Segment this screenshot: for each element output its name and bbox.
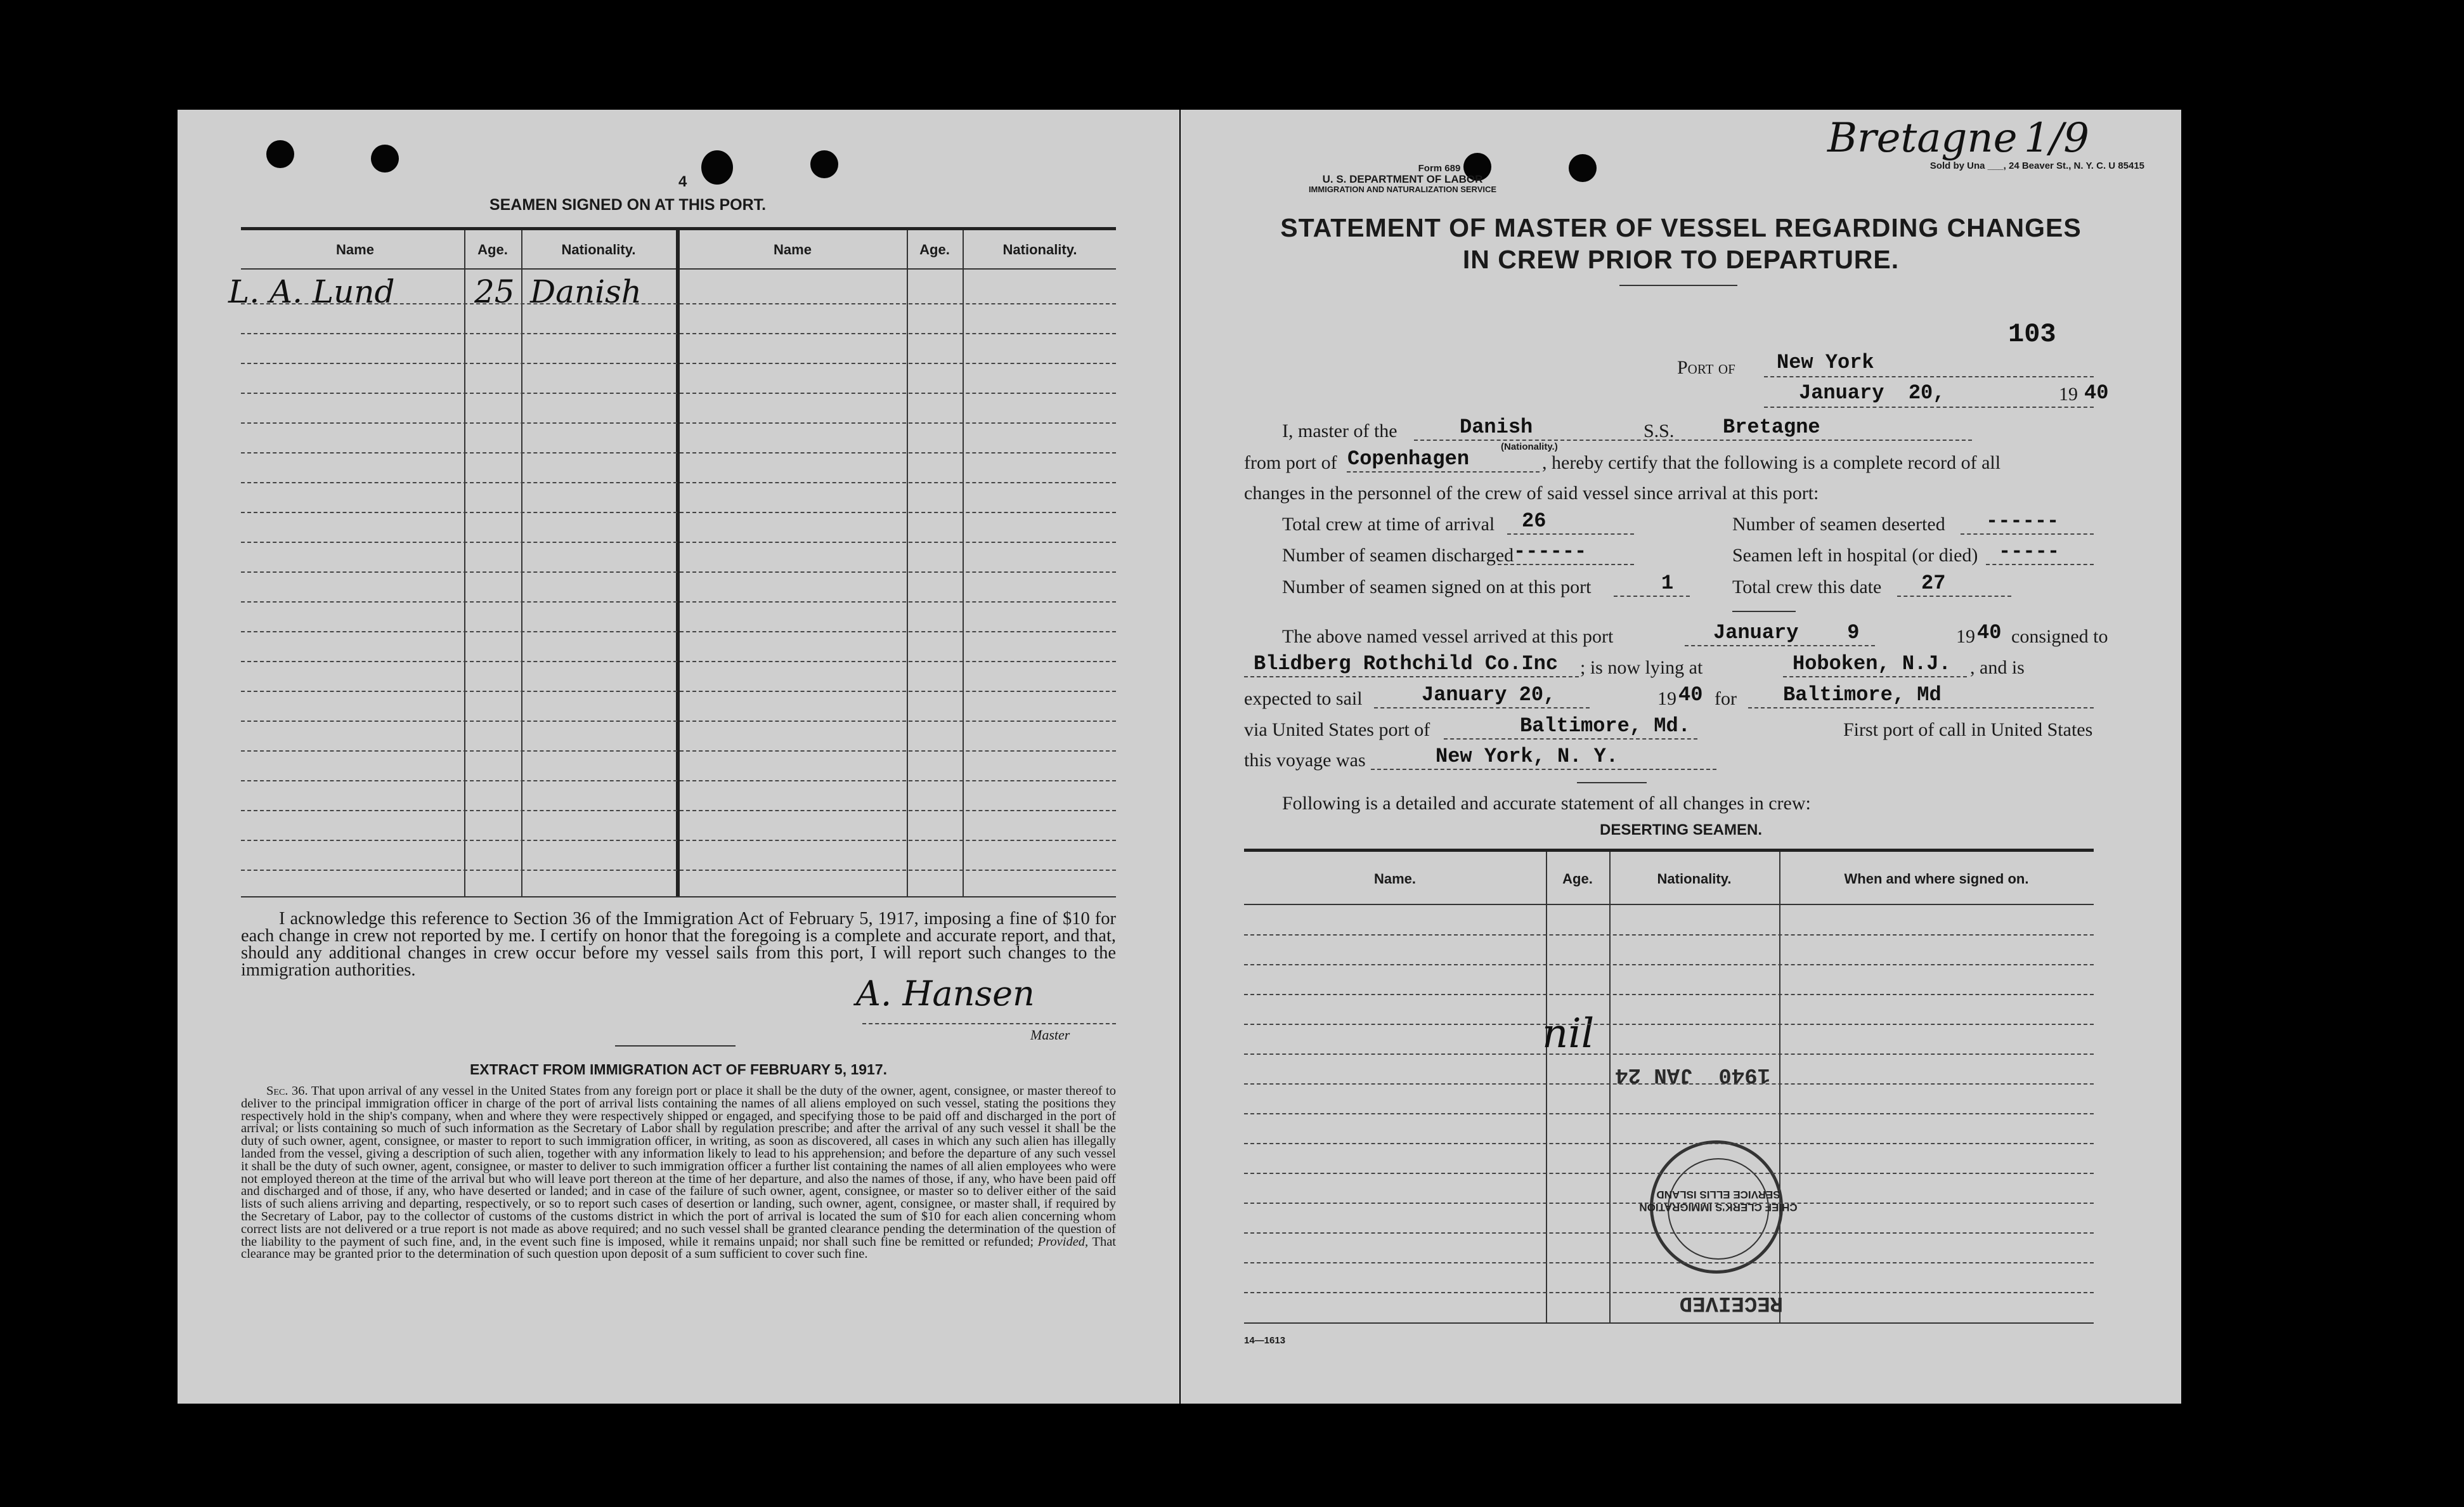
field-line bbox=[1764, 376, 2094, 377]
left-page bbox=[178, 110, 1179, 1404]
form-number: Form 689 bbox=[1418, 163, 1461, 174]
received-stamp-text: RECEIVED bbox=[1679, 1291, 1783, 1315]
col-header-nationality: Nationality. bbox=[1657, 871, 1732, 887]
field-line bbox=[1244, 676, 1579, 677]
table-ruled-line bbox=[241, 542, 1116, 543]
table-ruled-line bbox=[1244, 1203, 2094, 1204]
received-stamp bbox=[1615, 985, 1808, 1328]
hospital-value: ----- bbox=[1999, 540, 2060, 563]
center-divider bbox=[676, 230, 680, 896]
date-value: January 20, bbox=[1799, 381, 1945, 405]
table-bottom-rule bbox=[241, 896, 1116, 897]
col-header-nationality: Nationality. bbox=[561, 242, 636, 258]
form-title-line2: IN CREW PRIOR TO DEPARTURE. bbox=[1462, 245, 1900, 274]
voyage-label: this voyage was bbox=[1244, 750, 1366, 771]
col-header-name: Name. bbox=[1373, 871, 1417, 887]
col-header-age: Age. bbox=[919, 242, 950, 258]
table-ruled-line bbox=[241, 601, 1116, 603]
crew-name-cell: L. A. Lund bbox=[228, 273, 395, 310]
table-ruled-line bbox=[241, 661, 1116, 662]
field-line bbox=[1347, 471, 1540, 473]
field-line bbox=[1371, 769, 1716, 770]
table-ruled-line bbox=[1244, 934, 2094, 936]
field-line bbox=[1498, 564, 1634, 565]
punch-hole bbox=[371, 145, 399, 173]
col-divider bbox=[521, 230, 522, 896]
stamp-ring-text: CHIEF CLERK'S IMMIGRATION SERVICE ELLIS ISLAND bbox=[1639, 1189, 1798, 1213]
col-header-name: Name bbox=[336, 242, 374, 258]
field-line bbox=[1614, 596, 1690, 597]
field-line bbox=[1507, 533, 1634, 535]
col-header-when-where: When and where signed on. bbox=[1844, 871, 2029, 887]
total-date-value: 27 bbox=[1921, 571, 1946, 595]
punch-hole bbox=[810, 150, 838, 178]
master-of-label: I, master of the bbox=[1282, 421, 1397, 441]
for-value: Baltimore, Md bbox=[1783, 683, 1942, 707]
year-value: 40 bbox=[2084, 381, 2109, 405]
from-port-value: Copenhagen bbox=[1347, 447, 1470, 471]
deserted-label: Number of seamen deserted bbox=[1732, 514, 1945, 535]
expected-label: expected to sail bbox=[1244, 688, 1363, 709]
col-divider bbox=[963, 230, 964, 896]
table-ruled-line bbox=[241, 691, 1116, 692]
table-ruled-line bbox=[1244, 1173, 2094, 1174]
acknowledgment-text: I acknowledge this reference to Section 36 of the Immigration Act of February 5, 1917, imposing a fine of $10 for each change in crew not reported by me. I certify on honor that the foregoing is a complete and accurate report, and that, should any additional changes in crew occur before my vessel sails from this port, I will report such changes to the immigration authorities. bbox=[241, 909, 1116, 980]
table-ruled-line bbox=[241, 810, 1116, 811]
form-title-line1: STATEMENT OF MASTER OF VESSEL REGARDING CHANGES bbox=[1280, 213, 2082, 242]
from-port-label: from port of bbox=[1244, 452, 1337, 473]
field-line bbox=[1783, 676, 1967, 677]
expected-date: January 20, bbox=[1422, 683, 1556, 707]
table-ruled-line bbox=[1244, 1113, 2094, 1114]
table-ruled-line bbox=[241, 333, 1116, 334]
table-ruled-line bbox=[241, 363, 1116, 364]
col-header-age: Age. bbox=[477, 242, 508, 258]
page-number: 4 bbox=[678, 173, 687, 190]
table-ruled-line bbox=[241, 393, 1116, 394]
extract-section-label: Sec. 36. bbox=[266, 1084, 308, 1098]
field-line bbox=[1685, 645, 1875, 646]
sold-by-note: Sold by Una ___, 24 Beaver St., N. Y. C. U 85415 bbox=[1929, 160, 2144, 171]
extract-text: That upon arrival of any vessel in the United States from any foreign port or place it shall be the duty of the owner, agent, consignee, or master thereof to deliver to the principal immigration officer in charge of the port of arrival lists containing the names of all aliens employed on such vessel, stating the positions they respectively hold in the ship's company, when and where they were respectively shipped or engaged, and specifying those to be paid off and discharged in the port of arrival; or lists containing so much of such information as the Secretary of Labor shall by regulation prescribe; and after the arrival of any such vessel it shall be the duty of such owner, agent, consignee, or master to report to such immigration officer, in writing, as soon as discovered, all cases in which any such alien has illegally landed from the vessel, giving a description of such alien, together with any information likely to lead to his apprehension; and before the departure of any such vessel it shall be the duty of such owner, agent, consignee, or master to deliver to such immigration officer a further list containing the names of all alien employees who were not employed thereon at the time of the arrival but who will leave port thereon at the time of her departure, and also the names of those, if any, who have been paid off and discharged and of those, if any, who have deserted or landed; and in case of the failure of such owner, agent, consignee, or master so to deliver either of the said lists of such aliens arriving and departing, respectively, or so to report such cases of desertion or landing, such owner, agent, consignee, or master shall, if required by the Secretary of Labor, pay to the collector of customs of the customs district in which the port of arrival is located the sum of $10 for each alien concerning whom correct lists are not delivered or a true report is not made as above required; and no such vessel shall be granted clearance pending the determination of the question of the liability to the payment of such fine, and, in the event such fine is imposed, while it remains unpaid; nor shall such fine be remitted or refunded; bbox=[241, 1084, 1116, 1249]
divider bbox=[615, 1045, 736, 1047]
title-underline bbox=[1619, 285, 1737, 286]
table-ruled-line bbox=[1244, 1083, 2094, 1085]
table-ruled-line bbox=[241, 721, 1116, 722]
divider bbox=[1732, 611, 1796, 612]
voyage-value: New York, N. Y. bbox=[1436, 745, 1619, 768]
table-ruled-line bbox=[241, 571, 1116, 573]
port-value: New York bbox=[1777, 351, 1874, 374]
department-name: U. S. DEPARTMENT OF LABOR bbox=[1322, 173, 1483, 185]
table-ruled-line bbox=[1244, 1262, 2094, 1263]
port-label: Port of bbox=[1677, 357, 1735, 378]
col-divider bbox=[907, 230, 908, 896]
for-label: for bbox=[1715, 688, 1737, 709]
field-line bbox=[1961, 533, 2094, 535]
table-ruled-line bbox=[241, 482, 1116, 483]
hospital-label: Seamen left in hospital (or died) bbox=[1732, 545, 1978, 566]
table-ruled-line bbox=[241, 303, 1116, 304]
table-ruled-line bbox=[1244, 1292, 2094, 1293]
vessel-prefix: S.S. bbox=[1644, 421, 1675, 441]
extract-proviso-label: Provided, bbox=[1037, 1234, 1089, 1249]
deserted-value: ------ bbox=[1986, 509, 2059, 533]
crew-age-cell: 25 bbox=[474, 273, 515, 310]
nationality-value: Danish bbox=[1460, 415, 1533, 439]
signed-on-label: Number of seamen signed on at this port bbox=[1282, 577, 1592, 597]
via-value: Baltimore, Md. bbox=[1520, 714, 1690, 738]
signed-on-value: 1 bbox=[1661, 571, 1674, 595]
total-date-label: Total crew this date bbox=[1732, 577, 1882, 597]
lying-value: Hoboken, N.J. bbox=[1793, 652, 1951, 675]
signature-line bbox=[862, 1023, 1116, 1024]
table-ruled-line bbox=[241, 631, 1116, 632]
certify-text: , hereby certify that the following is a complete record of all bbox=[1542, 452, 2001, 473]
consigned-label: consigned to bbox=[2011, 626, 2108, 647]
punch-hole bbox=[266, 140, 294, 168]
nil-note: nil bbox=[1542, 1010, 1595, 1057]
total-arrival-label: Total crew at time of arrival bbox=[1282, 514, 1495, 535]
col-divider bbox=[464, 230, 465, 896]
extract-title: EXTRACT FROM IMMIGRATION ACT OF FEBRUARY 5, 1917. bbox=[469, 1061, 888, 1078]
master-label: Master bbox=[1030, 1027, 1070, 1043]
col-header-name: Name bbox=[774, 242, 812, 258]
table-ruled-line bbox=[1244, 1143, 2094, 1144]
first-port-label: First port of call in United States bbox=[1843, 719, 2093, 740]
table-top-rule bbox=[1244, 849, 2094, 852]
total-arrival-value: 26 bbox=[1522, 509, 1546, 533]
section-title: SEAMEN SIGNED ON AT THIS PORT. bbox=[489, 196, 767, 214]
extract-body bbox=[241, 1085, 1116, 1261]
expected-year-prefix: 19 bbox=[1657, 688, 1676, 709]
table-ruled-line bbox=[1244, 964, 2094, 965]
lying-label: ; is now lying at bbox=[1580, 657, 1703, 678]
following-text: Following is a detailed and accurate statement of all changes in crew: bbox=[1282, 793, 1811, 814]
handwritten-ship-name: Bretagne bbox=[1827, 115, 2018, 162]
discharged-value: ------ bbox=[1514, 540, 1587, 563]
discharged-label: Number of seamen discharged bbox=[1282, 545, 1514, 566]
expected-year: 40 bbox=[1678, 683, 1703, 707]
crew-nationality-cell: Danish bbox=[530, 273, 642, 310]
col-header-age: Age. bbox=[1562, 871, 1593, 887]
col-header-nationality: Nationality. bbox=[1002, 242, 1077, 258]
consignee-value: Blidberg Rothchild Co.Inc bbox=[1254, 652, 1559, 675]
field-line bbox=[1986, 564, 2094, 565]
year-prefix: 19 bbox=[2059, 384, 2078, 405]
field-line bbox=[1374, 707, 1590, 708]
stamp-number: 103 bbox=[2008, 319, 2056, 349]
right-page bbox=[1181, 110, 2181, 1404]
extract-proviso: That clearance may be granted prior to the determination of such question upon deposit of a sum sufficient to cover such fine. bbox=[241, 1234, 1116, 1262]
and-is-text: , and is bbox=[1970, 657, 2025, 678]
arrived-year-prefix: 19 bbox=[1956, 626, 1975, 647]
table-ruled-line bbox=[241, 780, 1116, 781]
field-line bbox=[1748, 707, 2094, 708]
table-ruled-line bbox=[241, 840, 1116, 841]
col-divider bbox=[1546, 852, 1547, 1322]
table-ruled-line bbox=[1244, 1024, 2094, 1025]
table-ruled-line bbox=[1244, 1054, 2094, 1055]
table-header-rule bbox=[1244, 904, 2094, 905]
service-name: IMMIGRATION AND NATURALIZATION SERVICE bbox=[1308, 185, 1497, 194]
arrived-label: The above named vessel arrived at this port bbox=[1282, 626, 1614, 647]
field-line bbox=[1444, 738, 1697, 740]
deserting-title: DESERTING SEAMEN. bbox=[1599, 821, 1763, 838]
table-ruled-line bbox=[241, 870, 1116, 871]
field-line bbox=[1414, 440, 1972, 441]
field-line bbox=[1897, 596, 2011, 597]
handwritten-number: 1/9 bbox=[2024, 115, 2089, 162]
col-divider bbox=[1609, 852, 1611, 1322]
stamp-date: 1940 JAN 24 bbox=[1615, 1062, 1770, 1086]
punch-hole bbox=[1569, 154, 1597, 182]
arrived-year: 40 bbox=[1977, 621, 2002, 644]
punch-hole bbox=[701, 150, 733, 185]
changes-text: changes in the personnel of the crew of said vessel since arrival at this port: bbox=[1244, 483, 1819, 504]
table-ruled-line bbox=[241, 422, 1116, 424]
table-ruled-line bbox=[241, 512, 1116, 513]
via-label: via United States port of bbox=[1244, 719, 1430, 740]
master-signature: A. Hansen bbox=[856, 974, 1035, 1014]
vessel-name: Bretagne bbox=[1723, 415, 1820, 439]
table-ruled-line bbox=[1244, 994, 2094, 995]
table-ruled-line bbox=[1244, 1232, 2094, 1234]
footer-code: 14—1613 bbox=[1244, 1335, 1286, 1346]
divider bbox=[1577, 782, 1647, 783]
arrived-date: January 9 bbox=[1713, 621, 1860, 644]
table-ruled-line bbox=[241, 452, 1116, 453]
table-ruled-line bbox=[241, 750, 1116, 752]
nationality-caption: (Nationality.) bbox=[1501, 441, 1558, 452]
field-line bbox=[1764, 407, 2094, 408]
